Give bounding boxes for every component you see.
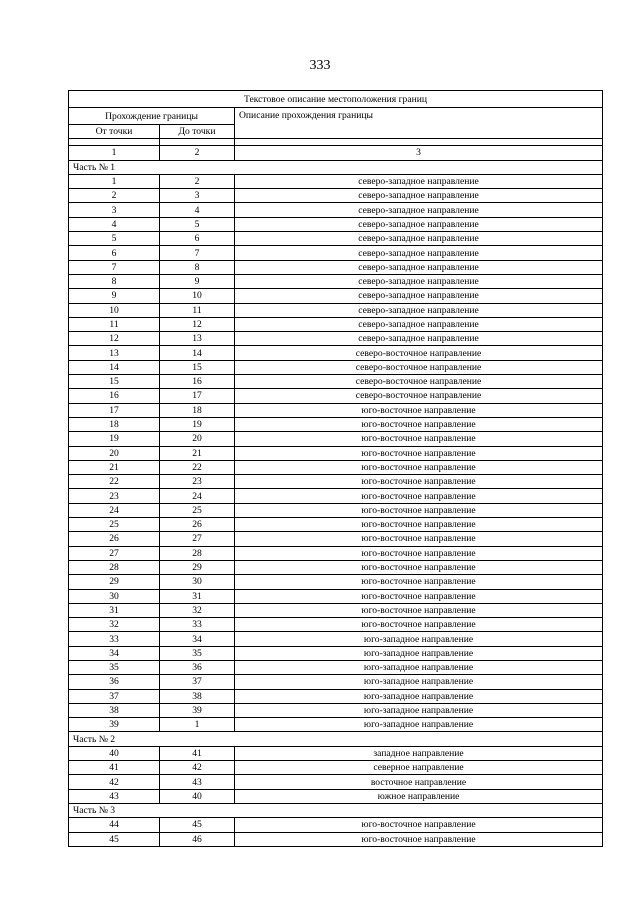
direction-cell: юго-восточное направление xyxy=(235,532,603,546)
table-row xyxy=(69,746,603,760)
direction-cell: юго-восточное направление xyxy=(235,546,603,560)
direction-cell: северо-западное направление xyxy=(235,246,603,260)
direction-cell: юго-западное направление xyxy=(235,660,603,674)
from-point-cell: 10 xyxy=(69,303,160,317)
direction-cell: северо-западное направление xyxy=(235,303,603,317)
direction-cell: северо-восточное направление xyxy=(235,389,603,403)
table-row xyxy=(69,489,603,503)
from-point-cell: 4 xyxy=(69,217,160,231)
table-row xyxy=(69,532,603,546)
direction-cell: юго-восточное направление xyxy=(235,832,603,846)
table-row xyxy=(69,432,603,446)
from-point-cell: 45 xyxy=(69,832,160,846)
to-point-cell: 2 xyxy=(160,174,235,188)
group-header: Прохождение границы xyxy=(69,108,235,125)
from-point-cell: 32 xyxy=(69,618,160,632)
table-row xyxy=(69,818,603,832)
table-row xyxy=(69,832,603,846)
from-point-cell: 20 xyxy=(69,446,160,460)
to-point-cell: 29 xyxy=(160,560,235,574)
from-point-cell: 43 xyxy=(69,789,160,803)
from-point-cell: 33 xyxy=(69,632,160,646)
table-row xyxy=(69,718,603,732)
page-number: 333 xyxy=(309,58,331,73)
to-point-cell: 21 xyxy=(160,446,235,460)
part-header-row xyxy=(69,803,603,817)
to-point-cell: 39 xyxy=(160,703,235,717)
direction-cell: северное направление xyxy=(235,761,603,775)
from-point-cell: 3 xyxy=(69,203,160,217)
from-point-cell: 26 xyxy=(69,532,160,546)
from-point-cell: 40 xyxy=(69,746,160,760)
to-point-cell: 42 xyxy=(160,761,235,775)
to-point-cell: 27 xyxy=(160,532,235,546)
from-point-cell: 18 xyxy=(69,417,160,431)
to-point-cell: 32 xyxy=(160,603,235,617)
direction-cell: северо-западное направление xyxy=(235,289,603,303)
table-row xyxy=(69,460,603,474)
direction-cell: юго-восточное направление xyxy=(235,818,603,832)
to-point-cell: 45 xyxy=(160,818,235,832)
table-row xyxy=(69,646,603,660)
table-row xyxy=(69,575,603,589)
table-row xyxy=(69,632,603,646)
table-row xyxy=(69,546,603,560)
to-point-cell: 46 xyxy=(160,832,235,846)
from-point-cell: 13 xyxy=(69,346,160,360)
direction-cell: юго-восточное направление xyxy=(235,603,603,617)
from-point-cell: 28 xyxy=(69,560,160,574)
to-point-cell: 43 xyxy=(160,775,235,789)
to-point-cell: 8 xyxy=(160,260,235,274)
to-point-cell: 31 xyxy=(160,589,235,603)
table-row xyxy=(69,503,603,517)
direction-cell: северо-восточное направление xyxy=(235,346,603,360)
table-row xyxy=(69,232,603,246)
to-point-cell: 14 xyxy=(160,346,235,360)
from-point-cell: 8 xyxy=(69,274,160,288)
from-point-cell: 2 xyxy=(69,189,160,203)
direction-cell: северо-западное направление xyxy=(235,274,603,288)
to-point-cell: 15 xyxy=(160,360,235,374)
to-point-cell: 35 xyxy=(160,646,235,660)
to-point-cell: 28 xyxy=(160,546,235,560)
to-point-cell: 13 xyxy=(160,332,235,346)
to-point-cell: 17 xyxy=(160,389,235,403)
direction-cell: северо-западное направление xyxy=(235,174,603,188)
direction-cell: юго-восточное направление xyxy=(235,446,603,460)
table-title-row xyxy=(69,91,603,108)
table-row xyxy=(69,174,603,188)
direction-cell: юго-восточное направление xyxy=(235,460,603,474)
from-point-cell: 35 xyxy=(69,660,160,674)
table-row xyxy=(69,761,603,775)
table-row xyxy=(69,317,603,331)
direction-cell: северо-западное направление xyxy=(235,217,603,231)
from-point-cell: 14 xyxy=(69,360,160,374)
to-point-cell: 4 xyxy=(160,203,235,217)
to-point-cell: 26 xyxy=(160,518,235,532)
from-point-cell: 17 xyxy=(69,403,160,417)
to-point-cell: 23 xyxy=(160,475,235,489)
table-row xyxy=(69,660,603,674)
table-row xyxy=(69,346,603,360)
from-point-cell: 41 xyxy=(69,761,160,775)
col-from-header: От точки xyxy=(69,125,160,139)
table-group-header-row xyxy=(69,108,603,125)
direction-cell: юго-западное направление xyxy=(235,703,603,717)
col-number: 3 xyxy=(235,146,603,160)
description-header: Описание прохождения границы xyxy=(235,108,603,139)
to-point-cell: 20 xyxy=(160,432,235,446)
table-row xyxy=(69,375,603,389)
table-row xyxy=(69,417,603,431)
to-point-cell: 30 xyxy=(160,575,235,589)
direction-cell: юго-западное направление xyxy=(235,675,603,689)
direction-cell: северо-западное направление xyxy=(235,332,603,346)
table-column-numbers-row xyxy=(69,146,603,160)
table-row xyxy=(69,289,603,303)
direction-cell: северо-западное направление xyxy=(235,189,603,203)
to-point-cell: 36 xyxy=(160,660,235,674)
direction-cell: юго-восточное направление xyxy=(235,589,603,603)
from-point-cell: 29 xyxy=(69,575,160,589)
part-header-row xyxy=(69,160,603,174)
direction-cell: северо-западное направление xyxy=(235,260,603,274)
direction-cell: юго-восточное направление xyxy=(235,503,603,517)
table-title: Текстовое описание местоположения границ xyxy=(69,91,603,108)
from-point-cell: 12 xyxy=(69,332,160,346)
table-row xyxy=(69,203,603,217)
from-point-cell: 15 xyxy=(69,375,160,389)
direction-cell: западное направление xyxy=(235,746,603,760)
direction-cell: юго-восточное направление xyxy=(235,618,603,632)
from-point-cell: 9 xyxy=(69,289,160,303)
to-point-cell: 40 xyxy=(160,789,235,803)
boundary-table-body xyxy=(69,91,603,847)
from-point-cell: 16 xyxy=(69,389,160,403)
part-label: Часть № 1 xyxy=(69,160,603,174)
direction-cell: северо-восточное направление xyxy=(235,375,603,389)
direction-cell: северо-западное направление xyxy=(235,317,603,331)
direction-cell: юго-восточное направление xyxy=(235,432,603,446)
to-point-cell: 5 xyxy=(160,217,235,231)
col-to-header: До точки xyxy=(160,125,235,139)
direction-cell: юго-западное направление xyxy=(235,689,603,703)
part-label: Часть № 2 xyxy=(69,732,603,746)
table-row xyxy=(69,603,603,617)
from-point-cell: 39 xyxy=(69,718,160,732)
table-row xyxy=(69,217,603,231)
to-point-cell: 34 xyxy=(160,632,235,646)
to-point-cell: 22 xyxy=(160,460,235,474)
to-point-cell: 6 xyxy=(160,232,235,246)
table-row xyxy=(69,189,603,203)
to-point-cell: 9 xyxy=(160,274,235,288)
from-point-cell: 7 xyxy=(69,260,160,274)
from-point-cell: 5 xyxy=(69,232,160,246)
to-point-cell: 41 xyxy=(160,746,235,760)
direction-cell: юго-восточное направление xyxy=(235,475,603,489)
to-point-cell: 16 xyxy=(160,375,235,389)
from-point-cell: 27 xyxy=(69,546,160,560)
direction-cell: юго-восточное направление xyxy=(235,489,603,503)
table-row xyxy=(69,389,603,403)
to-point-cell: 7 xyxy=(160,246,235,260)
table-row xyxy=(69,446,603,460)
part-label: Часть № 3 xyxy=(69,803,603,817)
from-point-cell: 30 xyxy=(69,589,160,603)
direction-cell: юго-западное направление xyxy=(235,718,603,732)
table-row xyxy=(69,246,603,260)
to-point-cell: 25 xyxy=(160,503,235,517)
to-point-cell: 10 xyxy=(160,289,235,303)
table-row xyxy=(69,518,603,532)
direction-cell: юго-восточное направление xyxy=(235,403,603,417)
from-point-cell: 25 xyxy=(69,518,160,532)
table-row xyxy=(69,560,603,574)
boundary-table xyxy=(68,90,603,847)
table-row xyxy=(69,789,603,803)
table-row xyxy=(69,589,603,603)
direction-cell: юго-восточное направление xyxy=(235,417,603,431)
to-point-cell: 18 xyxy=(160,403,235,417)
direction-cell: южное направление xyxy=(235,789,603,803)
from-point-cell: 34 xyxy=(69,646,160,660)
table-row xyxy=(69,703,603,717)
direction-cell: юго-западное направление xyxy=(235,646,603,660)
direction-cell: северо-восточное направление xyxy=(235,360,603,374)
direction-cell: юго-восточное направление xyxy=(235,518,603,532)
table-row xyxy=(69,618,603,632)
direction-cell: северо-западное направление xyxy=(235,232,603,246)
table-row xyxy=(69,303,603,317)
to-point-cell: 11 xyxy=(160,303,235,317)
to-point-cell: 3 xyxy=(160,189,235,203)
to-point-cell: 37 xyxy=(160,675,235,689)
table-row xyxy=(69,332,603,346)
from-point-cell: 23 xyxy=(69,489,160,503)
from-point-cell: 1 xyxy=(69,174,160,188)
to-point-cell: 19 xyxy=(160,417,235,431)
from-point-cell: 36 xyxy=(69,675,160,689)
from-point-cell: 21 xyxy=(69,460,160,474)
to-point-cell: 12 xyxy=(160,317,235,331)
from-point-cell: 11 xyxy=(69,317,160,331)
table-spacer-row xyxy=(69,139,603,146)
table-row xyxy=(69,775,603,789)
direction-cell: северо-западное направление xyxy=(235,203,603,217)
table-row xyxy=(69,360,603,374)
from-point-cell: 19 xyxy=(69,432,160,446)
to-point-cell: 38 xyxy=(160,689,235,703)
from-point-cell: 37 xyxy=(69,689,160,703)
from-point-cell: 22 xyxy=(69,475,160,489)
from-point-cell: 6 xyxy=(69,246,160,260)
table-row xyxy=(69,403,603,417)
direction-cell: юго-восточное направление xyxy=(235,575,603,589)
from-point-cell: 31 xyxy=(69,603,160,617)
table-row xyxy=(69,675,603,689)
part-header-row xyxy=(69,732,603,746)
table-row xyxy=(69,689,603,703)
from-point-cell: 38 xyxy=(69,703,160,717)
col-number: 1 xyxy=(69,146,160,160)
direction-cell: юго-западное направление xyxy=(235,632,603,646)
from-point-cell: 44 xyxy=(69,818,160,832)
to-point-cell: 33 xyxy=(160,618,235,632)
table-row xyxy=(69,475,603,489)
direction-cell: восточное направление xyxy=(235,775,603,789)
from-point-cell: 42 xyxy=(69,775,160,789)
col-number: 2 xyxy=(160,146,235,160)
direction-cell: юго-восточное направление xyxy=(235,560,603,574)
to-point-cell: 24 xyxy=(160,489,235,503)
table-row xyxy=(69,274,603,288)
from-point-cell: 24 xyxy=(69,503,160,517)
table-row xyxy=(69,260,603,274)
to-point-cell: 1 xyxy=(160,718,235,732)
